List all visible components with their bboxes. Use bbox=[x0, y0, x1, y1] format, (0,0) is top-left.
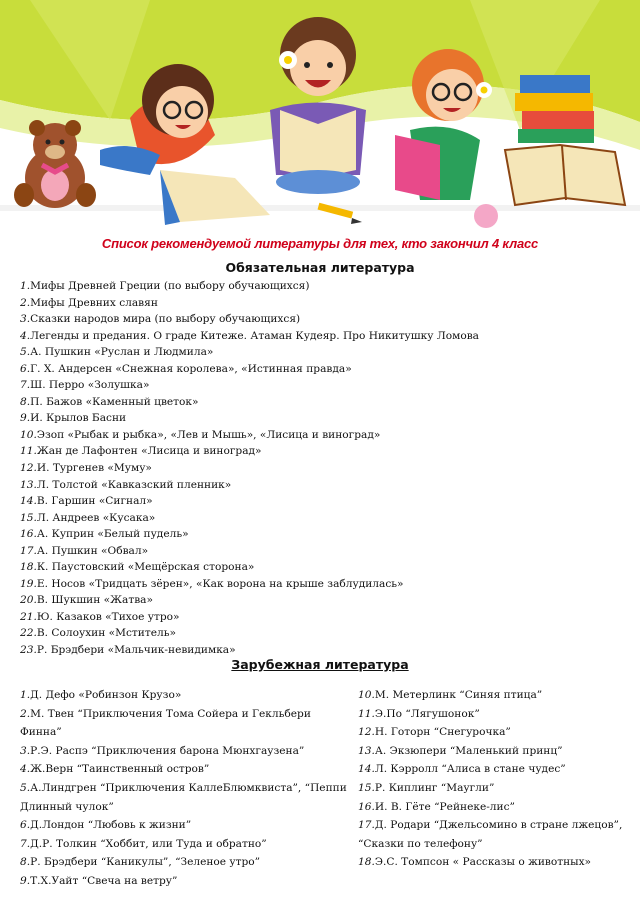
list-item bbox=[358, 779, 630, 798]
item-number: 5. bbox=[20, 346, 31, 359]
item-text: В. Гаршин «Сигнал» bbox=[36, 495, 153, 508]
list-item bbox=[20, 443, 630, 460]
list-item bbox=[20, 686, 350, 705]
item-text: Р.Э. Распэ “Приключения барона Мюнхгаузена” bbox=[30, 744, 305, 757]
list-item bbox=[20, 592, 630, 609]
list-item bbox=[358, 798, 630, 817]
list-item bbox=[20, 295, 630, 312]
item-text: И. Тургенев «Муму» bbox=[36, 462, 152, 475]
list-item bbox=[20, 328, 630, 345]
item-number: 7. bbox=[20, 379, 31, 392]
list-item bbox=[20, 477, 630, 494]
item-text: Т.Х.Уайт “Свеча на ветру” bbox=[30, 874, 178, 887]
item-number: 11. bbox=[20, 445, 37, 458]
item-number: 21. bbox=[20, 610, 37, 623]
item-text: К. Паустовский «Мещёрская сторона» bbox=[36, 561, 255, 574]
list-item bbox=[20, 344, 630, 361]
item-number: 3. bbox=[20, 313, 31, 326]
item-text: Л. Андреев «Кусака» bbox=[36, 511, 156, 524]
list-item bbox=[358, 816, 630, 853]
list-item bbox=[20, 705, 350, 742]
item-text: Е. Носов «Тридцать зёрен», «Как ворона на крыше заблудилась» bbox=[36, 577, 404, 590]
item-text: М. Метерлинк “Синяя птица” bbox=[374, 689, 543, 701]
item-number: 17. bbox=[20, 544, 37, 557]
item-text: Р. Брэдбери “Каникулы”, “Зеленое утро” bbox=[30, 856, 261, 869]
item-number: 19. bbox=[20, 577, 37, 590]
list-item bbox=[20, 510, 630, 527]
item-text: И. Крылов Басни bbox=[30, 412, 127, 425]
item-text: Легенды и предания. О граде Китеже. Атаман Кудеяр. Про Никитушку Ломова bbox=[30, 329, 479, 342]
item-number: 10. bbox=[358, 689, 375, 701]
list-item bbox=[20, 742, 350, 761]
item-text: А. Пушкин «Руслан и Людмила» bbox=[30, 346, 214, 359]
item-number: 12. bbox=[358, 726, 375, 739]
foreign-list-right bbox=[358, 686, 630, 872]
item-number: 18. bbox=[20, 561, 37, 574]
item-text: Эзоп «Рыбак и рыбка», «Лев и Мышь», «Лисица и виноград» bbox=[36, 428, 381, 441]
foreign-list-left bbox=[20, 686, 350, 891]
list-item bbox=[358, 760, 630, 779]
item-text: Д. Родари “Джельсомино в стране лжецов”, “Сказки по телефону” bbox=[358, 819, 623, 850]
item-text: Л. Толстой «Кавказский пленник» bbox=[36, 478, 232, 491]
item-text: Ш. Перро «Золушка» bbox=[30, 379, 150, 392]
item-number: 14. bbox=[20, 495, 37, 508]
list-item bbox=[20, 853, 350, 872]
item-text: В. Солоухин «Мститель» bbox=[36, 627, 176, 640]
item-text: Р. Брэдбери «Мальчик-невидимка» bbox=[36, 644, 236, 657]
item-number: 4. bbox=[20, 329, 31, 342]
item-text: И. В. Гёте “Рейнеке-лис” bbox=[374, 800, 515, 813]
item-text: Жан де Лафонтен «Лисица и виноград» bbox=[36, 445, 262, 458]
item-text: М. Твен “Приключения Тома Сойера и Гекльбери Финна” bbox=[20, 707, 311, 739]
list-item bbox=[20, 394, 630, 411]
item-text: А. Экзюпери “Маленький принц” bbox=[374, 744, 563, 757]
item-number: 1. bbox=[20, 280, 31, 292]
item-number: 12. bbox=[20, 462, 37, 475]
list-item bbox=[20, 779, 350, 816]
list-item bbox=[20, 278, 630, 295]
list-item bbox=[20, 526, 630, 543]
item-number: 16. bbox=[358, 800, 375, 813]
item-number: 7. bbox=[20, 837, 31, 850]
item-number: 15. bbox=[358, 781, 375, 794]
item-number: 13. bbox=[20, 478, 37, 491]
item-text: А. Куприн «Белый пудель» bbox=[36, 528, 189, 541]
item-text: В. Шукшин «Жатва» bbox=[36, 594, 153, 607]
item-number: 18. bbox=[358, 856, 375, 869]
item-number: 8. bbox=[20, 395, 31, 408]
list-item bbox=[358, 853, 630, 872]
item-text: Л. Кэрролл “Алиса в стане чудес” bbox=[374, 763, 566, 776]
list-item bbox=[20, 543, 630, 560]
list-item bbox=[20, 460, 630, 477]
list-item bbox=[20, 760, 350, 779]
item-number: 17. bbox=[358, 819, 375, 832]
mandatory-list bbox=[20, 278, 630, 659]
item-text: Мифы Древней Греции (по выбору обучающихся) bbox=[30, 280, 310, 292]
item-text: Ю. Казаков «Тихое утро» bbox=[36, 610, 180, 623]
item-number: 5. bbox=[20, 781, 31, 794]
list-item bbox=[20, 493, 630, 510]
item-text: Д.Лондон “Любовь к жизни” bbox=[30, 819, 192, 832]
list-item bbox=[358, 705, 630, 724]
item-number: 9. bbox=[20, 874, 31, 887]
item-number: 15. bbox=[20, 511, 37, 524]
list-item bbox=[358, 723, 630, 742]
header-illustration bbox=[0, 0, 640, 235]
list-item bbox=[20, 609, 630, 626]
item-number: 9. bbox=[20, 412, 31, 425]
item-number: 3. bbox=[20, 744, 31, 757]
item-text: Мифы Древних славян bbox=[30, 296, 158, 309]
item-text: А. Пушкин «Обвал» bbox=[36, 544, 149, 557]
list-item bbox=[20, 872, 350, 891]
list-item bbox=[20, 559, 630, 576]
item-number: 6. bbox=[20, 819, 31, 832]
list-item bbox=[20, 311, 630, 328]
list-item bbox=[20, 816, 350, 835]
list-item bbox=[20, 835, 350, 854]
item-text: Р. Киплинг “Маугли” bbox=[374, 781, 495, 794]
item-number: 2. bbox=[20, 707, 31, 720]
item-text: Э.По “Лягушонок” bbox=[374, 707, 480, 720]
item-text: Д. Дефо «Робинзон Крузо» bbox=[30, 689, 182, 701]
list-item bbox=[20, 377, 630, 394]
ball-icon bbox=[474, 204, 498, 228]
item-number: 1. bbox=[20, 689, 31, 701]
list-item bbox=[20, 625, 630, 642]
item-number: 16. bbox=[20, 528, 37, 541]
item-number: 2. bbox=[20, 296, 31, 309]
item-number: 11. bbox=[358, 707, 375, 720]
item-number: 13. bbox=[358, 744, 375, 757]
page-title: Список рекомендуемой литературы для тех, кто закончил 4 класс bbox=[101, 236, 539, 251]
list-item bbox=[20, 427, 630, 444]
item-number: 6. bbox=[20, 362, 31, 375]
foreign-heading: Зарубежная литература bbox=[231, 657, 409, 672]
item-text: Г. Х. Андерсен «Снежная королева», «Истинная правда» bbox=[30, 362, 352, 375]
list-item bbox=[358, 742, 630, 761]
item-text: А.Линдгрен “Приключения КаллеБлюмквиста”, “Пеппи Длинный чулок” bbox=[20, 781, 347, 813]
item-number: 22. bbox=[20, 627, 37, 640]
item-text: Сказки народов мира (по выбору обучающихся) bbox=[30, 313, 301, 326]
item-text: Ж.Верн “Таинственный остров” bbox=[30, 763, 210, 776]
item-number: 23. bbox=[20, 644, 37, 657]
list-item bbox=[20, 576, 630, 593]
item-text: П. Бажов «Каменный цветок» bbox=[30, 395, 199, 408]
list-item bbox=[20, 361, 630, 378]
list-item bbox=[358, 686, 630, 705]
item-number: 20. bbox=[20, 594, 37, 607]
list-item bbox=[20, 410, 630, 427]
item-number: 4. bbox=[20, 763, 31, 776]
item-text: Э.С. Томпсон « Рассказы о животных» bbox=[374, 856, 592, 869]
item-number: 10. bbox=[20, 428, 37, 441]
mandatory-heading: Обязательная литература bbox=[225, 260, 415, 275]
item-text: Д.Р. Толкин “Хоббит, или Туда и обратно” bbox=[30, 837, 267, 850]
item-number: 14. bbox=[358, 763, 375, 776]
item-text: Н. Готорн “Снегурочка” bbox=[374, 726, 511, 739]
item-number: 8. bbox=[20, 856, 31, 869]
